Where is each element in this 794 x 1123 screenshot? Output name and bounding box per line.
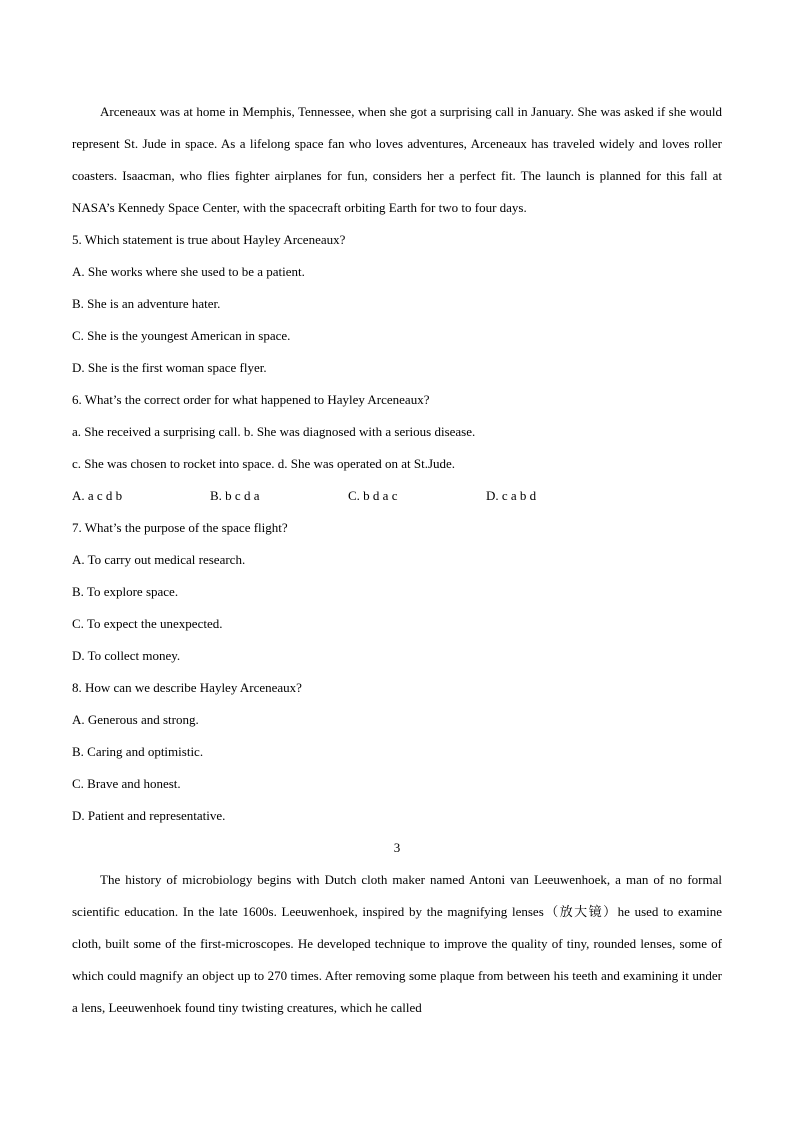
question-8-option-b: B. Caring and optimistic. — [72, 744, 204, 759]
question-7-option-b: B. To explore space. — [72, 584, 179, 599]
question-7-option-d: D. To collect money. — [72, 648, 181, 663]
question-6-option-a: A. a c d b — [72, 488, 123, 503]
section-number: 3 — [393, 840, 401, 855]
question-6-items-line-1: a. She received a surprising call. b. She was diagnosed with a serious disease. — [72, 424, 476, 439]
question-6-option-b: B. b c d a — [210, 488, 260, 503]
question-7-option-c: C. To expect the unexpected. — [72, 616, 223, 631]
question-6-option-d: D. c a b d — [486, 488, 537, 503]
passage-paragraph: Arceneaux was at home in Memphis, Tennessee, when she got a surprising call in January. She was asked if she would represent St. Jude in space. As a lifelong space fan who loves adventures, Arceneaux has traveled widely and loves roller coasters. Isaacman, who flies fighter airplanes for fun, considers her a perfect fit. The launch is planned for this fall at NASA’s Kennedy Space Center, with the spacecraft orbiting Earth for two to four days. — [72, 104, 722, 215]
document-page — [72, 96, 722, 1024]
question-8-option-c: C. Brave and honest. — [72, 776, 181, 791]
passage-3-paragraph: The history of microbiology begins with Dutch cloth maker named Antoni van Leeuwenhoek, a man of no formal scientific education. In the late 1600s. Leeuwenhoek, inspired by the magnifying lenses（放大镜）he used to examine cloth, built some of the first-microscopes. He developed technique to improve the quality of tiny, rounded lenses, some of which could magnify an object up to 270 times. After removing some plaque from between his teeth and examining it under a lens, Leeuwenhoek found tiny twisting creatures, which he called — [72, 872, 722, 1015]
question-6-stem: 6. What’s the correct order for what happened to Hayley Arceneaux? — [72, 392, 430, 407]
question-7-stem: 7. What’s the purpose of the space flight? — [72, 520, 288, 535]
question-8-option-d: D. Patient and representative. — [72, 808, 226, 823]
question-5-option-b: B. She is an adventure hater. — [72, 296, 221, 311]
question-5-stem: 5. Which statement is true about Hayley Arceneaux? — [72, 232, 346, 247]
question-5-option-d: D. She is the first woman space flyer. — [72, 360, 267, 375]
question-6-options — [72, 480, 722, 512]
question-8-option-a: A. Generous and strong. — [72, 712, 199, 727]
question-6-option-c: C. b d a c — [348, 488, 398, 503]
question-6-items-line-2: c. She was chosen to rocket into space. d. She was operated on at St.Jude. — [72, 456, 456, 471]
question-5-option-a: A. She works where she used to be a patient. — [72, 264, 305, 279]
question-5-option-c: C. She is the youngest American in space. — [72, 328, 291, 343]
question-8-stem: 8. How can we describe Hayley Arceneaux? — [72, 680, 302, 695]
question-7-option-a: A. To carry out medical research. — [72, 552, 246, 567]
